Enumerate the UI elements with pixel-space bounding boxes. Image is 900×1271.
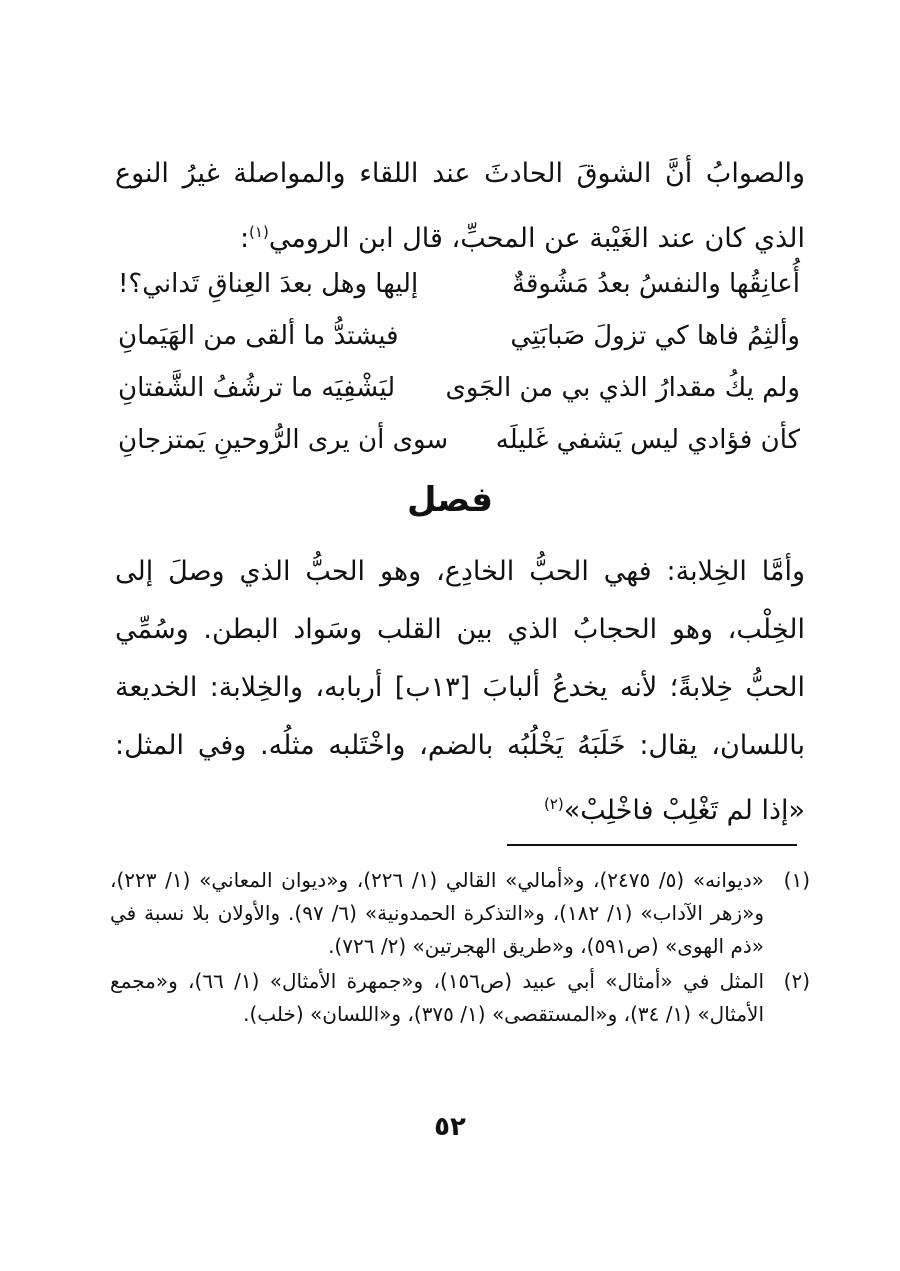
verse-second-hemistich: فيشتدُّ ما ألقى من الهَيَمانِ <box>118 321 399 351</box>
intro-paragraph <box>115 145 805 268</box>
poem-verse <box>118 310 800 362</box>
khilaba-text: وأمَّا الخِلابة: فهي الحبُّ الخادِع، وهو الحبُّ الذي وصلَ إلى الخِلْب، وهو الحجابُ الذي بين القلب وسَواد البطن. وسُمِّي الحبُّ خِلابةً؛ لأنه يخدعُ ألبابَ [١٣ب] أربابه، والخِلابة: الخديعة باللسان، يقال: خَلَبَهُ يَخْلُبُه بالضم، واخْتَلبه مثلُه. وفي المثل: «إذا لم تَغْلِبْ فاخْلِبْ» <box>115 556 805 826</box>
intro-text: والصوابُ أنَّ الشوقَ الحادثَ عند اللقاء والمواصلة غيرُ النوع الذي كان عند الغَيْبة عن المحبِّ، قال ابن الرومي <box>115 158 805 254</box>
poem-verse <box>118 362 800 414</box>
footnote-number: (٢) <box>783 969 810 993</box>
verse-first-hemistich: وألثِمُ فاها كي تزولَ صَبابَتِي <box>510 321 800 351</box>
poem <box>118 258 800 466</box>
footnote-text: المثل في «أمثال» أبي عبيد (ص١٥٦)، و«جمهرة الأمثال» (١/ ٦٦)، و«مجمع الأمثال» (١/ ٣٤)، و«المستقصى» (١/ ٣٧٥)، و«اللسان» (خلب). <box>110 969 764 1026</box>
verse-first-hemistich: كأن فؤادي ليس يَشفي غَليلَه <box>495 425 800 455</box>
verse-second-hemistich: سوى أن يرى الرُّوحينِ يَمتزجانِ <box>118 425 449 455</box>
verse-first-hemistich: أُعانِقُها والنفسُ بعدُ مَشُوقةٌ <box>512 269 800 299</box>
verse-first-hemistich: ولم يكُ مقدارُ الذي بي من الجَوى <box>445 373 800 403</box>
footnote-ref-2: (٢) <box>543 795 564 813</box>
intro-colon: : <box>239 223 250 254</box>
verse-second-hemistich: إليها وهل بعدَ العِناقِ تَداني؟! <box>118 269 419 299</box>
khilaba-paragraph <box>115 543 805 840</box>
section-heading: فصل <box>406 480 494 520</box>
footnote <box>110 864 810 963</box>
footnote-divider <box>507 844 797 846</box>
footnotes <box>110 864 810 1033</box>
footnote-ref-1: (١) <box>249 223 269 241</box>
footnote-text: «ديوانه» (٥/ ٢٤٧٥)، و«أمالي» القالي (١/ ٢٢٦)، و«ديوان المعاني» (١/ ٢٢٣)، و«زهر الآداب» (١/ ١٨٢)، و«التذكرة الحمدونية» (٦/ ٩٧). والأولان بلا نسبة في «ذم الهوى» (ص٥٩١)، و«طريق الهجرتين» (٢/ ٧٢٦). <box>110 868 764 958</box>
verse-second-hemistich: ليَشْفِيَه ما ترشُفُ الشَّفتانِ <box>118 373 396 403</box>
page-number: ٥٢ <box>434 1112 466 1142</box>
poem-verse <box>118 414 800 466</box>
footnote <box>110 965 810 1031</box>
footnote-number: (١) <box>783 868 810 892</box>
poem-verse <box>118 258 800 310</box>
